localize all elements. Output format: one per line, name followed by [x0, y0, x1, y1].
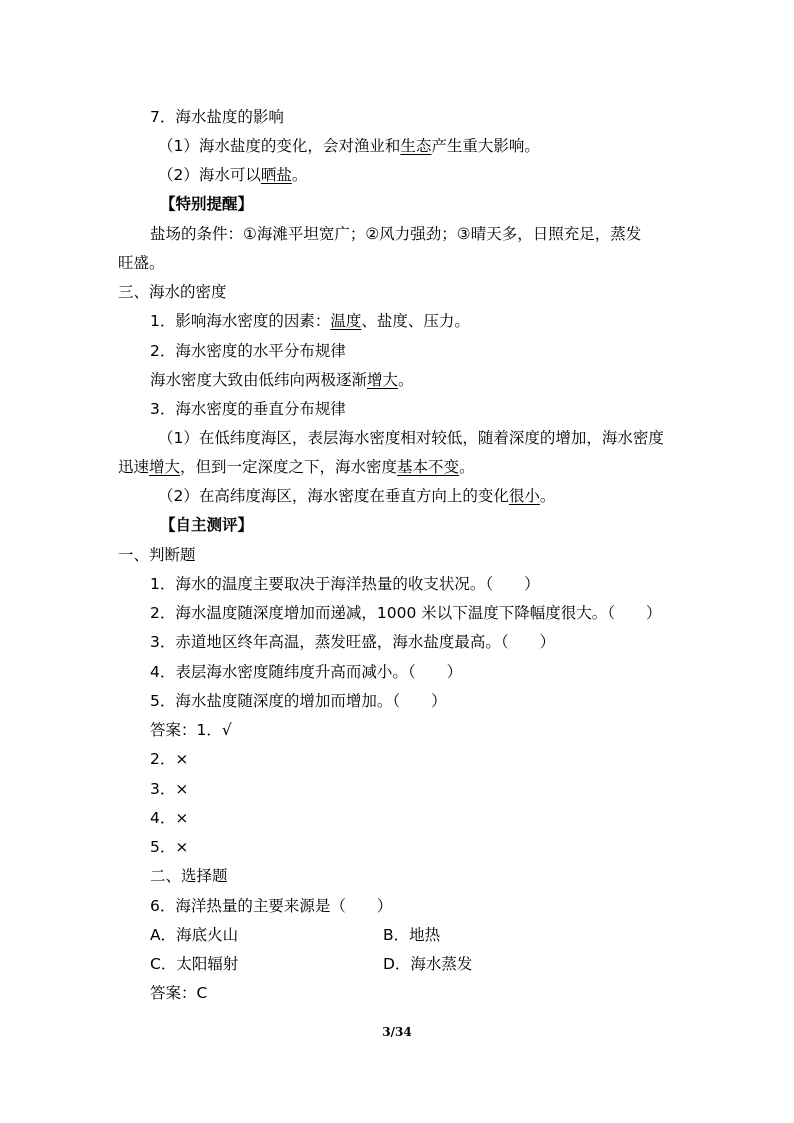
text: 。: [398, 371, 414, 389]
underlined-text: 增大: [367, 371, 399, 389]
underlined-text: 很小: [508, 487, 540, 505]
text: （2）在高纬度海区，海水密度在垂直方向上的变化: [158, 487, 509, 505]
answer-line: 答案：C: [150, 984, 208, 1002]
section-heading: 三、海水的密度: [118, 283, 227, 301]
option-c: C．太阳辐射: [150, 955, 239, 973]
paragraph: [150, 370, 414, 390]
paragraph: [158, 486, 555, 506]
underlined-text: 生态: [400, 137, 432, 155]
answer-line: 5．×: [150, 838, 189, 856]
text: （2）海水可以: [158, 166, 261, 184]
text: 1．影响海水密度的因素：: [150, 312, 331, 330]
paragraph: 盐场的条件：①海滩平坦宽广；②风力强劲；③晴天多，日照充足，蒸发: [150, 225, 642, 243]
page-number: 3/34: [382, 1025, 412, 1039]
question-item: 2．海水温度随深度增加而递减，1000 米以下温度下降幅度很大。（ ）: [150, 604, 662, 622]
paragraph: 旺盛。: [118, 254, 165, 272]
paragraph: [118, 457, 475, 477]
underlined-text: 温度: [330, 312, 362, 330]
paragraph: [158, 136, 540, 156]
answer-line: 答案：1．√: [150, 721, 232, 739]
question-item: 3．赤道地区终年高温，蒸发旺盛，海水盐度最高。（ ）: [150, 633, 556, 651]
underlined-text: 基本不变: [397, 458, 460, 476]
subheading: 3．海水密度的垂直分布规律: [150, 400, 346, 418]
text: 迅速: [118, 458, 150, 476]
answer-line: 3．×: [150, 780, 189, 798]
question-item: 6．海洋热量的主要来源是（ ）: [150, 897, 393, 915]
question-item: 5．海水盐度随深度的增加而增加。（ ）: [150, 692, 447, 710]
answer-line: 4．×: [150, 809, 189, 827]
paragraph: [158, 165, 307, 185]
option-b: B．地热: [383, 926, 441, 944]
underlined-text: 晒盐: [260, 166, 292, 184]
text: （1）海水盐度的变化，会对渔业和: [158, 137, 401, 155]
text: 。: [291, 166, 308, 184]
paragraph: （1）在低纬度海区，表层海水密度相对较低，随着深度的增加，海水密度: [158, 429, 664, 447]
section-heading: 7．海水盐度的影响: [150, 108, 284, 126]
paragraph: [150, 311, 470, 331]
option-d: D．海水蒸发: [383, 955, 473, 973]
text: 。: [459, 458, 475, 476]
text: 产生重大影响。: [431, 137, 540, 155]
underlined-text: 增大: [149, 458, 181, 476]
text: 、盐度、压力。: [361, 312, 470, 330]
section-heading: 一、判断题: [118, 546, 196, 564]
answer-line: 2．×: [150, 750, 189, 768]
self-test-title: 【自主测评】: [160, 516, 254, 534]
text: 。: [539, 487, 556, 505]
option-a: A．海底火山: [150, 926, 239, 944]
section-heading: 二、选择题: [150, 867, 228, 885]
question-item: 1．海水的温度主要取决于海洋热量的收支状况。（ ）: [150, 575, 540, 593]
tip-title: 【特别提醒】: [160, 195, 254, 213]
subheading: 2．海水密度的水平分布规律: [150, 342, 346, 360]
question-item: 4．表层海水密度随纬度升高而减小。（ ）: [150, 663, 463, 681]
text: 海水密度大致由低纬向两极逐渐: [150, 371, 368, 389]
text: ，但到一定深度之下，海水密度: [180, 458, 398, 476]
